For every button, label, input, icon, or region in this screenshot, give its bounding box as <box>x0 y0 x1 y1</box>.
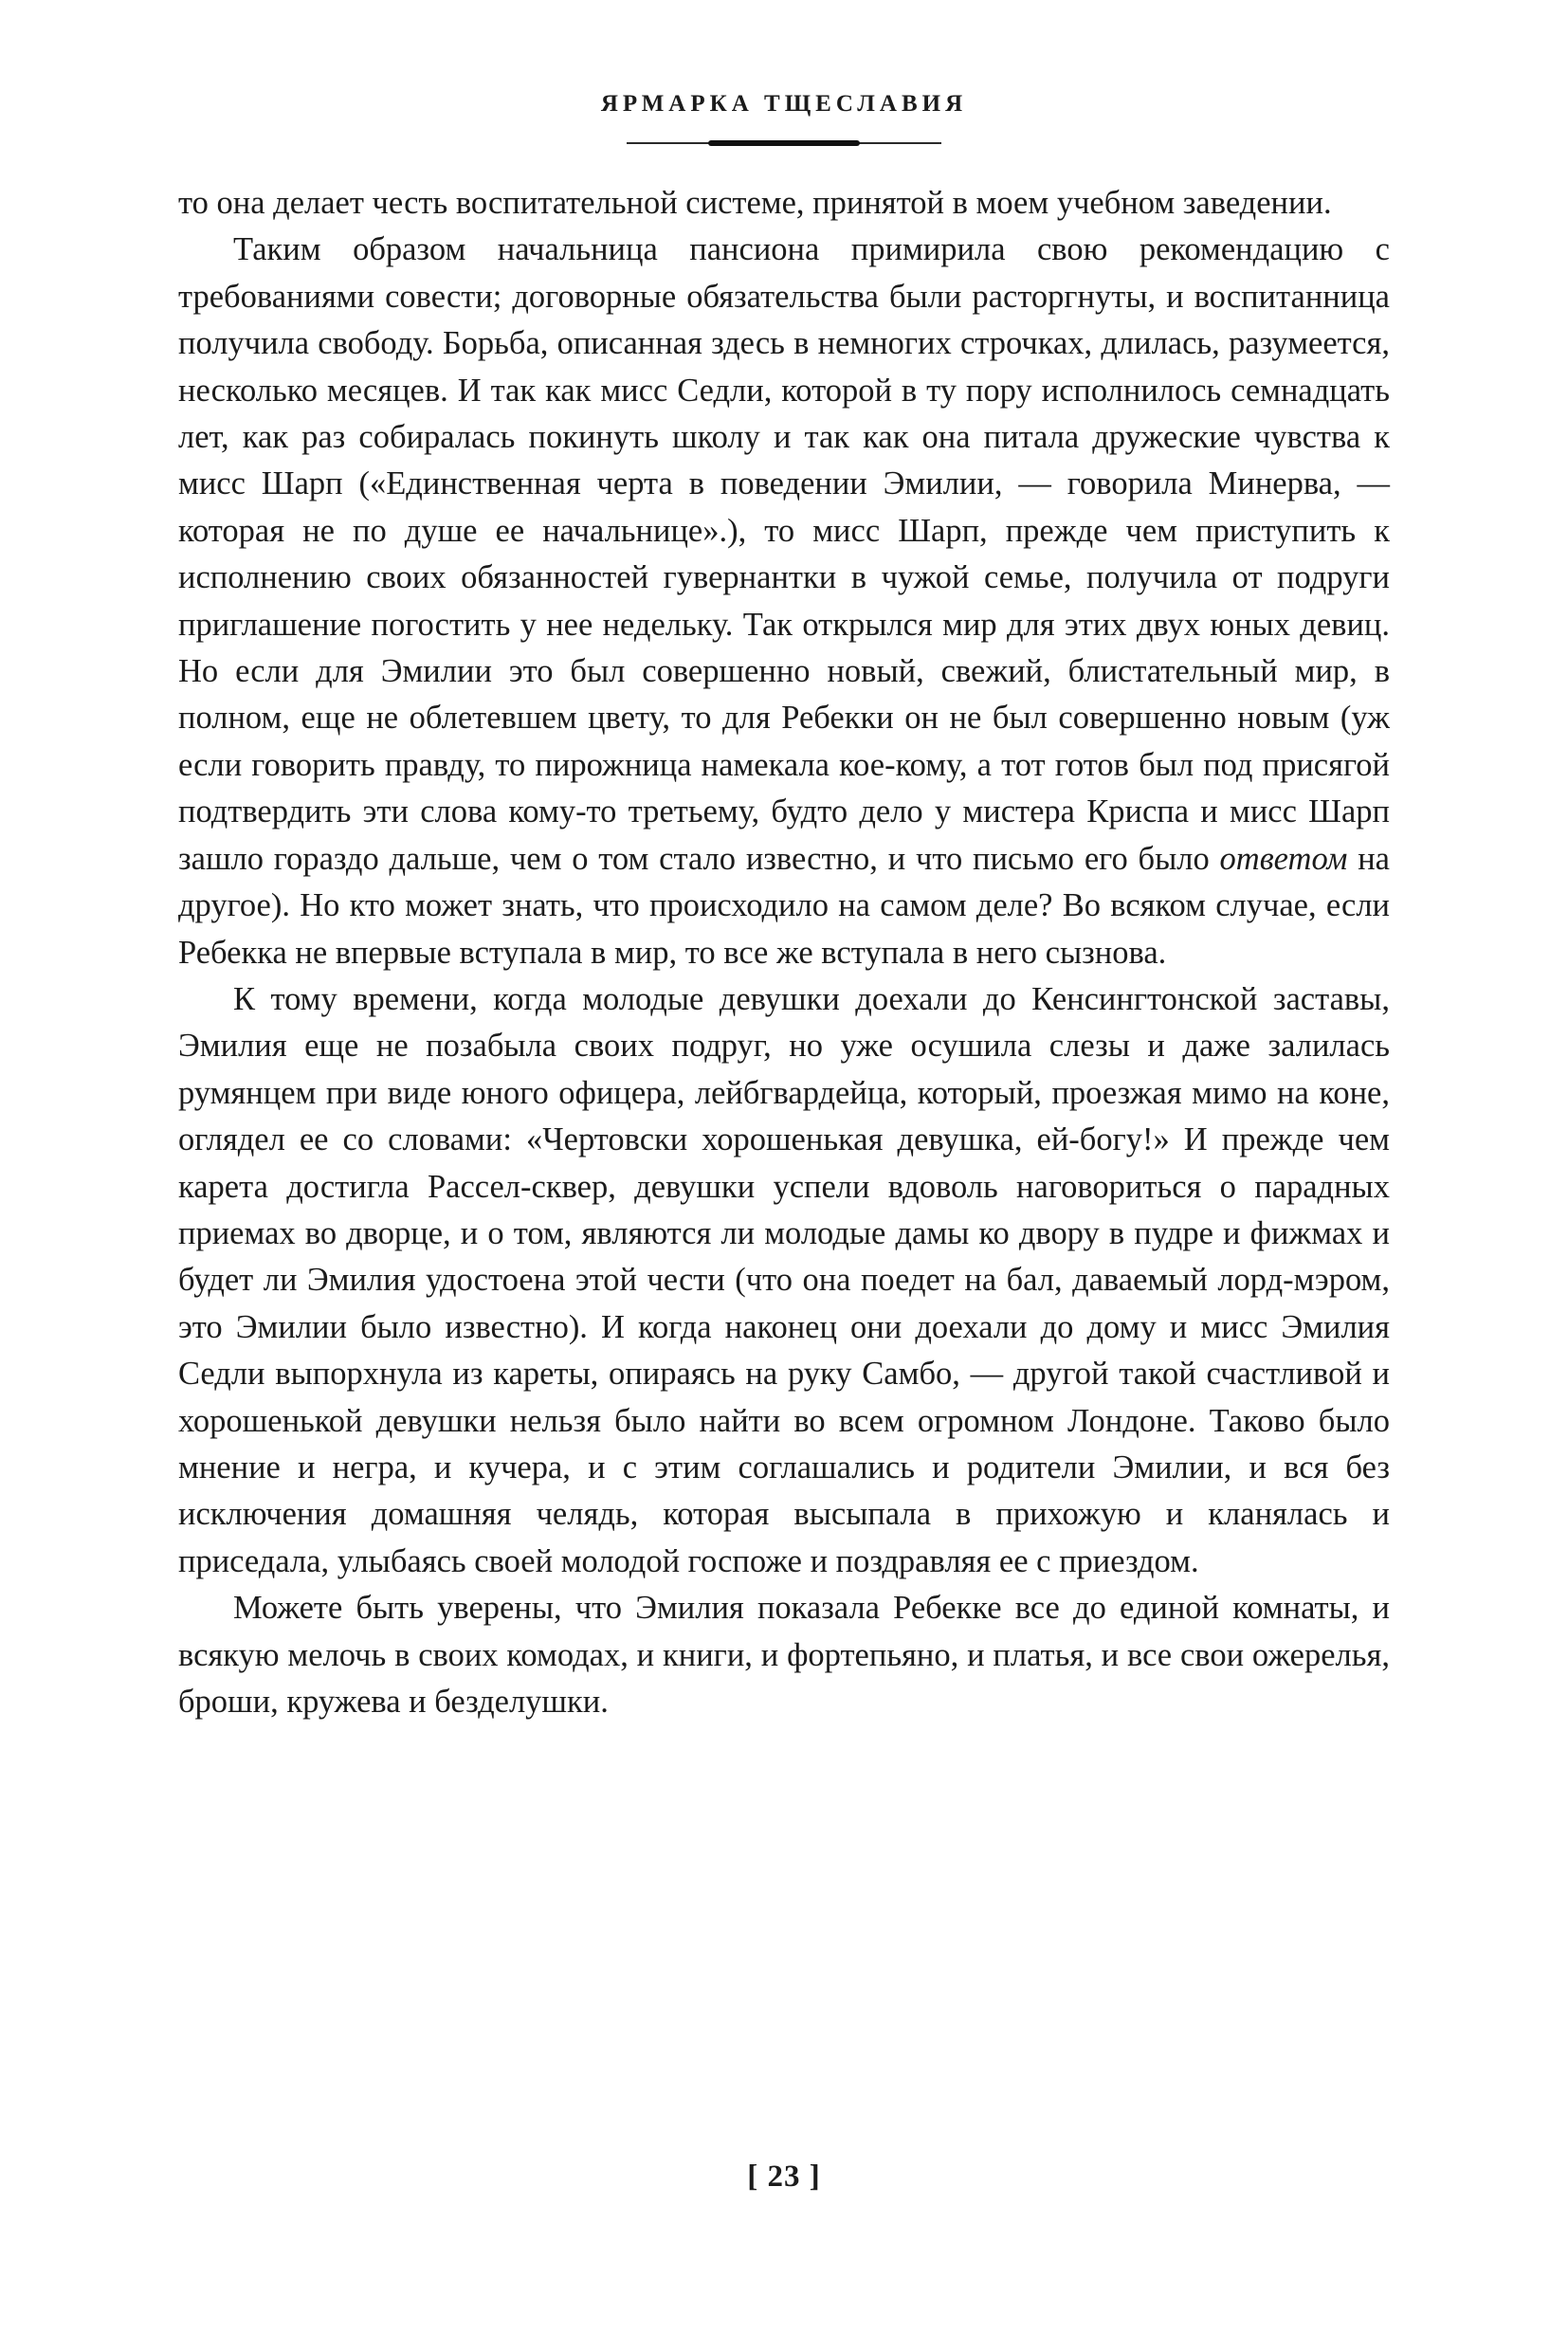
header-rule-accent <box>708 140 860 146</box>
text-run: на другое). Но кто может знать, что происходило на самом деле? Во всяком случае, если Ребекка не впервые вступала в мир, то все же вступала в него сызнова. <box>178 840 1390 971</box>
running-head: ЯРМАРКА ТЩЕСЛАВИЯ <box>600 91 968 117</box>
body-text <box>178 180 1390 1725</box>
text-run: то она делает честь воспитательной системе, принятой в моем учебном заведении. <box>178 185 1332 221</box>
italic-text: ответом <box>1219 840 1348 877</box>
text-run: Таким образом начальница пансиона примирила свою рекомендацию с требованиями совести; договорные обязательства были расторгнуты, и воспитанница получила свободу. Борьба, описанная здесь в немногих строчках, длилась, разумеется, несколько месяцев. И так как мисс Седли, которой в ту пору исполнилось семнадцать лет, как раз собиралась покинуть школу и так как она питала дружеские чувства к мисс Шарп («Единственная черта в поведении Эмилии, — говорила Минерва, — которая не по душе ее начальнице».), то мисс Шарп, прежде чем приступить к исполнению своих обязанностей гувернантки в чужой семье, получила от подруги приглашение погостить у нее недельку. Так открылся мир для этих двух юных девиц. Но если для Эмилии это был совершенно новый, свежий, блистательный мир, в полном, еще не облетевшем цвету, то для Ребекки он не был совершенно новым (уж если говорить правду, то пирожница намекала кое-кому, а тот готов был под присягой подтвердить эти слова кому-то третьему, будто дело у мистера Криспа и мисс Шарп зашло гораздо дальше, чем о том стало известно, и что письмо его было <box>178 231 1390 877</box>
paragraph <box>178 976 1390 1585</box>
paragraph <box>178 1585 1390 1725</box>
paragraph <box>178 180 1390 227</box>
paragraph <box>178 227 1390 976</box>
text-run: Можете быть уверены, что Эмилия показала Ребекке все до единой комнаты, и всякую мелочь в своих комодах, и книги, и фортепьяно, и платья, и все свои ожерелья, броши, кружева и безделушки. <box>178 1590 1390 1720</box>
page-number: [ 23 ] <box>747 2160 821 2194</box>
text-run: К тому времени, когда молодые девушки доехали до Кенсингтонской заставы, Эмилия еще не позабыла своих подруг, но уже осушила слезы и даже залилась румянцем при виде юного офицера, лейбгвардейца, который, проезжая мимо на коне, оглядел ее со словами: «Чертовски хорошенькая девушка, ей-богу!» И прежде чем карета достигла Рассел-сквер, девушки успели вдоволь наговориться о парадных приемах во дворце, и о том, являются ли молодые дамы ко двору в пудре и фижмах и будет ли Эмилия удостоена этой чести (что она поедет на бал, даваемый лорд-мэром, это Эмилии было известно). И когда наконец они доехали до дому и мисс Эмилия Седли выпорхнула из кареты, опираясь на руку Самбо, — другой такой счастливой и хорошенькой девушки нельзя было найти во всем огромном Лондоне. Таково было мнение и негра, и кучера, и с этим соглашались и родители Эмилии, и вся без исключения домашняя челядь, которая высыпала в прихожую и кланялась и приседала, улыбаясь своей молодой госпоже и поздравляя ее с приездом. <box>178 980 1390 1579</box>
